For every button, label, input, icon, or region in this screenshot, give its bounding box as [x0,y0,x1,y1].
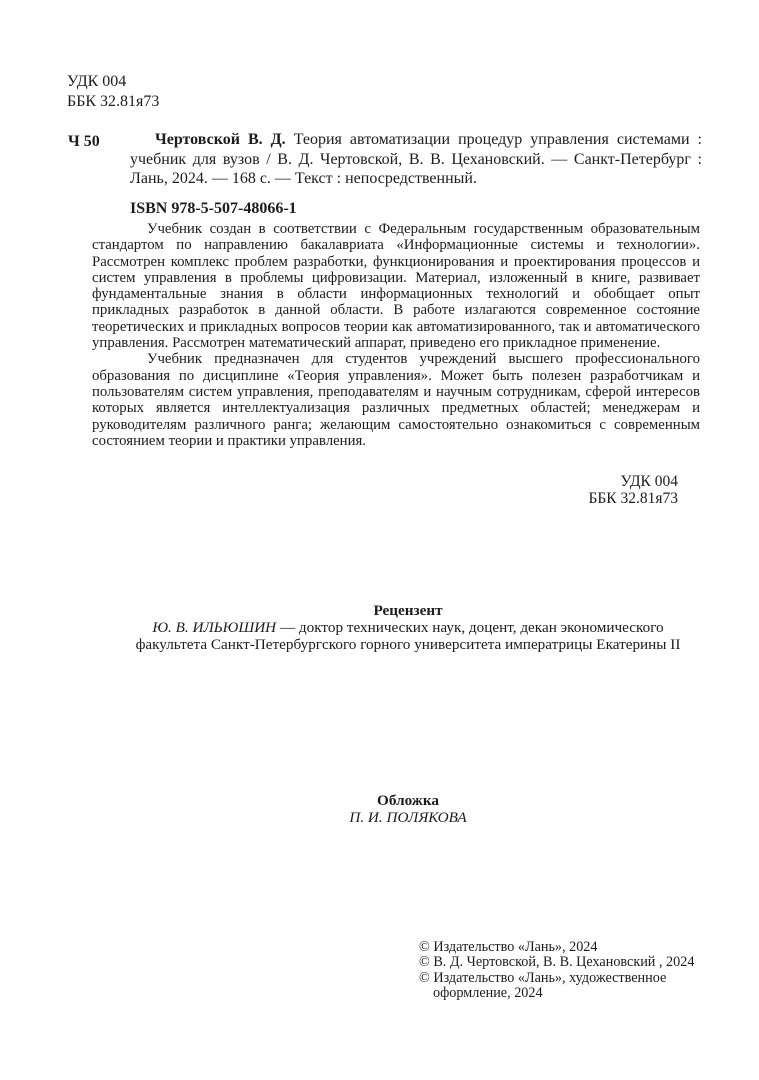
bbk-top-line: ББК 32.81я73 [67,93,160,110]
annotation-block [92,221,700,449]
cover-credit-block [108,792,708,826]
reviewer-block [108,602,708,654]
isbn-line: ISBN 978-5-507-48066-1 [130,200,297,217]
udc-bbk-right-block [402,473,678,507]
copyright-line-design-continuation: оформление, 2024 [433,985,543,1002]
copyright-block [419,940,694,1002]
udc-bbk-top-block [67,72,159,112]
bbk-right-line: ББК 32.81я73 [588,490,678,507]
cover-heading: Обложка [377,792,439,809]
annotation-paragraph-1: Учебник создан в соответствии с Федеральным государственным образовательным стандартом по направлению бакалавриата «Информационные системы и технологии». Рассмотрен комплекс проблем разработки, функционирования и проектирования процессов и систем управления в проблемы цифровизации. Материал, изложенный в книге, развивает фундаментальные знания в области информационных технологий и обобщает опыт прикладных разработок в данной области. В работе излагаются современное состояние теоретических и прикладных вопросов теории как автоматизированного, так и автоматического управления. Рассмотрен математический аппарат, приведено его прикладное применение. [92,221,700,352]
bib-author: Чертовской В. Д. [155,131,286,148]
bib-description-rest: Теория автоматизации процедур управления системами : учебник для вузов / В. Д. Чертовской, В. В. Цехановский. — Санкт-Петербург : Лань, 2024. — 168 с. — Текст : непосредственный. [130,131,702,187]
bib-description [130,130,702,189]
udc-top-line: УДК 004 [67,73,127,90]
copyright-line-design: © Издательство «Лань», художественное [419,969,667,986]
reviewer-line-1 [108,619,708,636]
copyright-line-publisher: © Издательство «Лань», 2024 [419,939,598,955]
reviewer-line-2: факультета Санкт-Петербургского горного университета императрицы Екатерины II [135,636,681,654]
copyright-line-authors: © В. Д. Чертовской, В. В. Цехановский , 2024 [419,954,695,971]
reviewer-degree-text: — доктор технических наук, доцент, декан экономического [276,619,664,637]
annotation-paragraph-2: Учебник предназначен для студентов учреждений высшего профессионального образования по дисциплине «Теория управления». Может быть полезен разработчикам и пользователям систем управления, преподавателям и научным сотрудникам, сферой интересов которых является интеллектуализация различных предметных областей; менеджерам и руководителям различного ранга; желающим самостоятельно ознакомиться с современным состоянием теории и практики управления. [92,351,700,449]
reviewer-name: Ю. В. ИЛЬЮШИН [152,619,277,637]
udc-right-line: УДК 004 [620,473,678,490]
cover-designer-name: П. И. ПОЛЯКОВА [349,809,467,827]
reviewer-heading: Рецензент [373,602,443,619]
bib-index-code: Ч 50 [68,133,100,150]
